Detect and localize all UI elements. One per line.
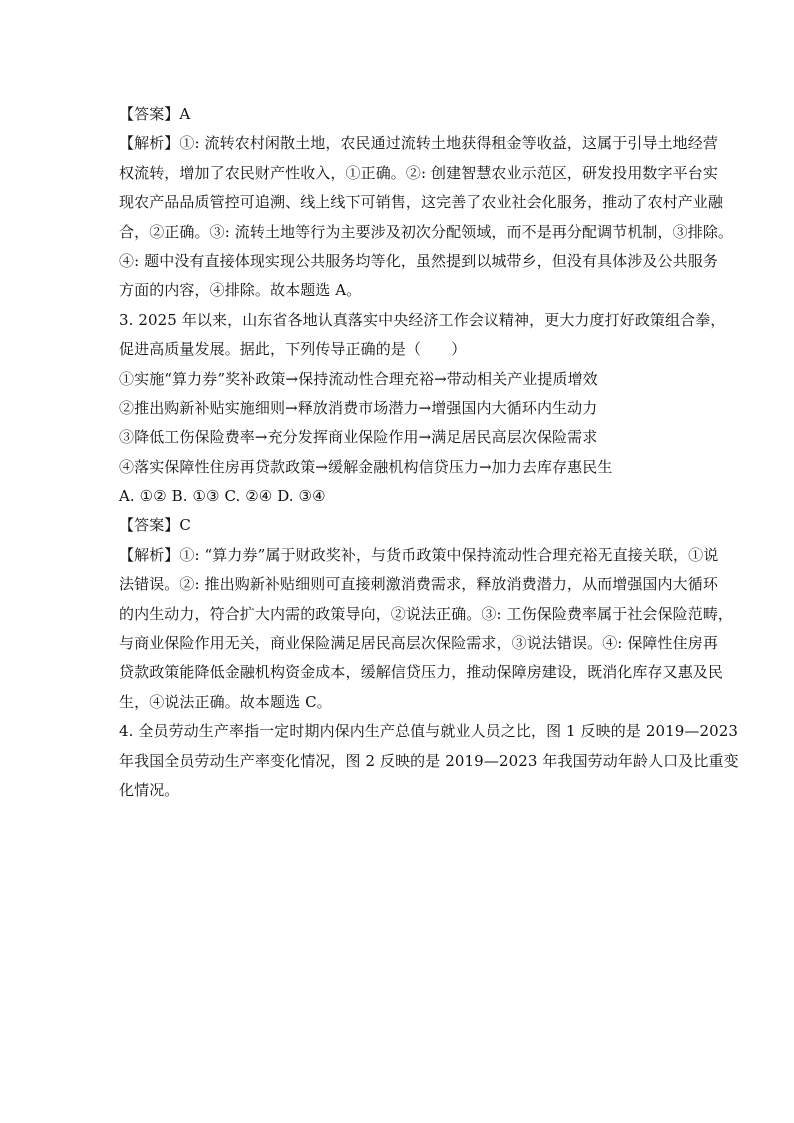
analysis-q3-line-4: 与商业保险作用无关，商业保险满足居民高层次保险需求，③说法错误。④: 保障性住房再 (119, 634, 718, 653)
analysis-q3-line-2: 法错误。②: 推出购新补贴细则可直接刺激消费需求，释放消费潜力，从而增强国内大循环 (119, 575, 718, 594)
analysis-q3-line-3: 的内生动力，符合扩大内需的政策导向，②说法正确。③: 工伤保险费率属于社会保险范畴， (119, 604, 734, 623)
analysis-q2-line-2: 权流转，增加了农民财产性收入，①正确。②: 创建智慧农业示范区，研发投用数字平台实 (119, 163, 718, 182)
analysis-q2-line-5: ④: 题中没有直接体现实现公共服务均等化，虽然提到以城带乡，但没有具体涉及公共服务 (119, 251, 718, 270)
analysis-q3-line-5: 贷款政策能降低金融机构资金成本，缓解信贷压力，推动保障房建设，既消化库存又惠及民 (119, 663, 724, 682)
analysis-q3-line-1: 【解析】①: “算力券”属于财政奖补，与货币政策中保持流动性合理充裕无直接关联，①说 (119, 545, 719, 564)
question-3-item-2: ②推出购新补贴实施细则→释放消费市场潜力→增强国内大循环内生动力 (119, 398, 598, 417)
analysis-q3-line-6: 生，④说法正确。故本题选 C。 (119, 692, 332, 711)
question-4-stem-line-3: 化情况。 (119, 780, 180, 799)
answer-label-q2: 【答案】A (119, 105, 191, 123)
question-3-item-3: ③降低工伤保险费率→充分发挥商业保险作用→满足居民高层次保险需求 (119, 428, 598, 447)
question-4-stem-line-1: 4. 全员劳动生产率指一定时期内保内生产总值与就业人员之比，图 1 反映的是 2019—2023 (119, 722, 739, 741)
question-4-stem-line-2: 年我国全员劳动生产率变化情况，图 2 反映的是 2019—2023 年我国劳动年龄人口及比重变 (119, 751, 739, 770)
analysis-q2-line-1: 【解析】①: 流转农村闲散土地，农民通过流转土地获得租金等收益，这属于引导土地经营 (119, 134, 718, 153)
analysis-q2-line-3: 现农产品品质管控可追溯、线上线下可销售，这完善了农业社会化服务，推动了农村产业融 (119, 193, 724, 212)
question-3-options: A. ①② B. ①③ C. ②④ D. ③④ (119, 487, 326, 506)
document-page (119, 102, 739, 807)
analysis-q2-line-4: 合，②正确。③: 流转土地等行为主要涉及初次分配领域，而不是再分配调节机制，③排除。 (119, 222, 734, 241)
answer-label-q3: 【答案】C (119, 516, 191, 535)
question-3-item-4: ④落实保障性住房再贷款政策→缓解金融机构信贷压力→加力去库存惠民生 (119, 457, 613, 476)
question-3-stem-line-2: 促进高质量发展。据此，下列传导正确的是（ ） (119, 340, 467, 359)
question-3-item-1: ①实施“算力券”奖补政策→保持流动性合理充裕→带动相关产业提质增效 (119, 369, 598, 388)
analysis-q2-line-6: 方面的内容，④排除。故本题选 A。 (119, 281, 362, 300)
question-3-stem-line-1: 3. 2025 年以来，山东省各地认真落实中央经济工作会议精神，更大力度打好政策组合拳， (119, 310, 726, 329)
